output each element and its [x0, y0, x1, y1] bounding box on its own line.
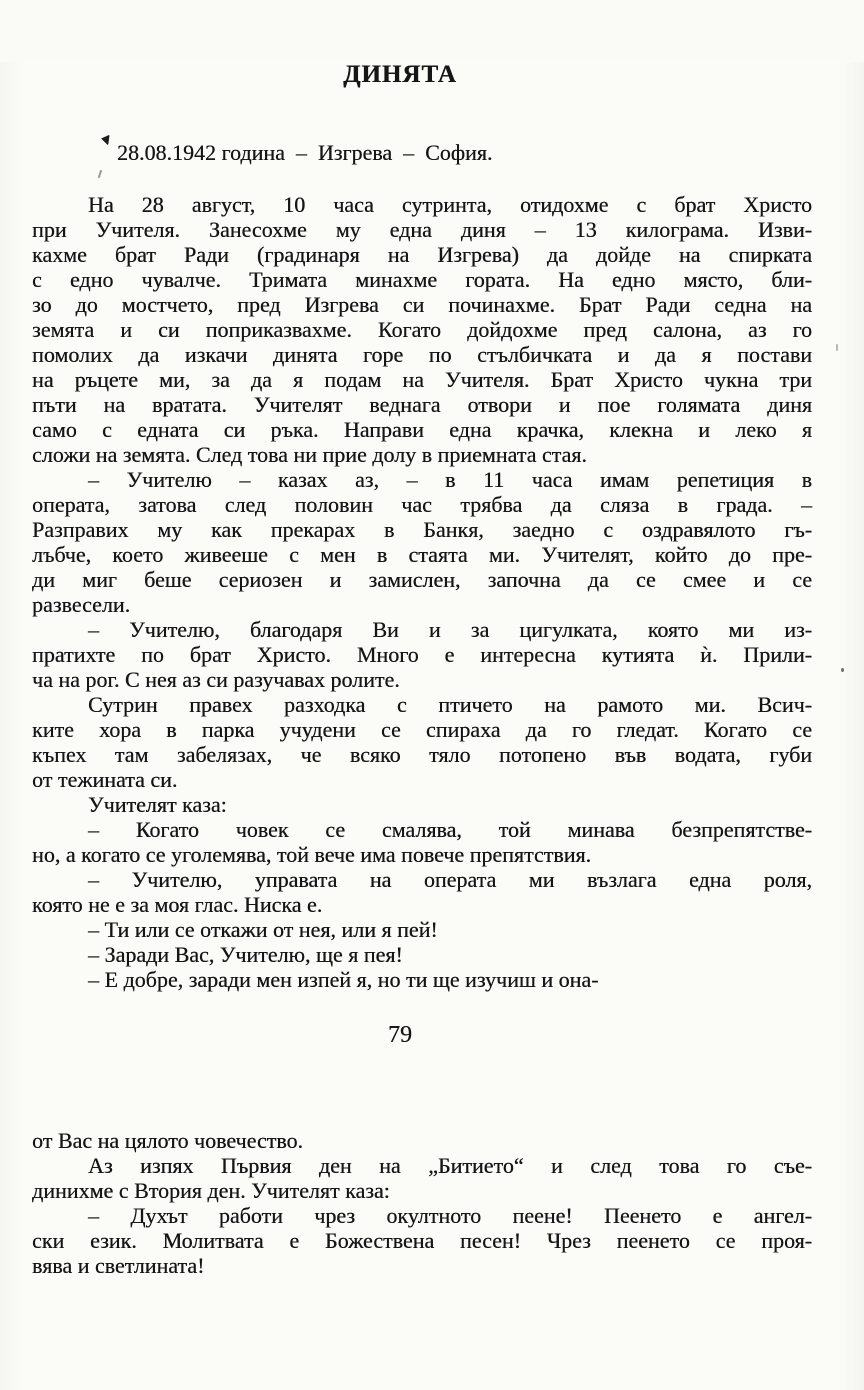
text-line: Аз изпях Първия ден на „Битието“ и след това го съе-	[88, 1153, 812, 1178]
text-line: къпех там забелязах, че всяко тяло потопено във водата, губи	[32, 742, 812, 767]
scanned-book-page	[0, 62, 864, 1390]
text-line: – Учителю, управата на операта ми възлага една роля,	[88, 867, 812, 892]
paragraph-refuse-or-sing	[32, 917, 812, 942]
page2-body	[0, 1128, 864, 1278]
paragraph-for-you	[32, 942, 812, 967]
text-line: но, а когато се уголемява, той вече има повече препятствия.	[32, 842, 592, 867]
text-line: – Заради Вас, Учителю, ще я пея!	[88, 942, 403, 967]
paragraph-violin	[32, 617, 812, 692]
page-number: 79	[388, 1022, 412, 1048]
text-line: сложи на земята. След това ни прие долу в приемната стая.	[32, 442, 587, 467]
text-line: лъбче, което живееше с мен в стаята ми. Учителят, който до пре-	[32, 542, 812, 567]
dateline: 28.08.1942 година – Изгрева – София.	[117, 140, 493, 165]
paragraph-teacher-said	[32, 792, 812, 817]
text-line: при Учителя. Занесохме му една диня – 13 килограма. Изви-	[32, 217, 812, 242]
text-line: – Учителю, благодаря Ви и за цигулката, която ми из-	[88, 617, 812, 642]
page1-body	[0, 192, 864, 992]
text-line: Сутрин правех разходка с птичето на рамото ми. Всич-	[88, 692, 812, 717]
text-line: динихме с Втория ден. Учителят каза:	[32, 1178, 390, 1203]
paragraph-rehearsal	[32, 467, 812, 617]
text-line: На 28 август, 10 часа сутринта, отидохме с брат Христо	[88, 192, 812, 217]
paragraph-arrival	[32, 192, 812, 467]
text-line: помолих да изкачи динята горе по стълбичката и да я постави	[32, 342, 812, 367]
paragraph-bird-walk	[32, 692, 812, 792]
text-line: пъти на вратата. Учителят веднага отвори и пое голямата диня	[32, 392, 812, 417]
text-line: на ръцете ми, за да я подам на Учителя. Брат Христо чукна три	[32, 367, 812, 392]
paragraph-genesis-song	[32, 1153, 812, 1203]
paragraph-opera-role	[32, 867, 812, 917]
text-line: земята и си поприказвахме. Когато дойдохме пред салона, аз го	[32, 317, 812, 342]
text-line: само с едната си ръка. Направи една крачка, клекна и леко я	[32, 417, 812, 442]
text-line: която не е за моя глас. Ниска е.	[32, 892, 323, 917]
text-line: развесели.	[32, 592, 131, 617]
scan-artifact-streak	[836, 344, 838, 351]
text-line: – Духът работи чрез окултното пеене! Пеенето е ангел-	[88, 1203, 812, 1228]
text-line: вява и светлината!	[32, 1253, 205, 1278]
paragraph-continuation	[32, 1128, 812, 1153]
text-line: Учителят каза:	[88, 792, 227, 817]
paragraph-shrinking	[32, 817, 812, 867]
text-line: – Учителю – казах аз, – в 11 часа имам репетиция в	[88, 467, 812, 492]
text-line: кахме брат Ради (градинаря на Изгрева) да дойде на спирката	[32, 242, 812, 267]
text-line: пратихте по брат Христо. Много е интересна кутията ѝ. Прили-	[32, 642, 812, 667]
text-line: ките хора в парка учудени се спираха да го гледат. Когато се	[32, 717, 812, 742]
page-title: ДИНЯТА	[343, 61, 457, 88]
ink-speck-icon	[100, 133, 109, 145]
text-line: – Когато човек се смалява, той минава безпрепятстве-	[88, 817, 812, 842]
text-line: – Ти или се откажи от нея, или я пей!	[88, 917, 438, 942]
ink-hairline-icon	[98, 170, 102, 178]
text-line: от тежината си.	[32, 767, 178, 792]
text-line: ча на рог. С нея аз си разучавах ролите.	[32, 667, 400, 692]
scan-artifact-dot	[841, 668, 844, 672]
paragraph-occult-singing	[32, 1203, 812, 1278]
text-line: Разправих му как прекарах в Банкя, заедно с оздравялото гъ-	[32, 517, 812, 542]
text-line: с едно чувалче. Тримата минахме гората. На едно място, бли-	[32, 267, 812, 292]
text-line: – Е добре, заради мен изпей я, но ти ще изучиш и она-	[88, 967, 599, 992]
text-line: ски език. Молитвата е Божествена песен! Чрез пеенето се проя-	[32, 1228, 812, 1253]
text-line: зо до мостчето, пред Изгрева си починахме. Брат Ради седна на	[32, 292, 812, 317]
text-line: операта, затова след половин час трябва да сляза в града. –	[32, 492, 812, 517]
text-line: от Вас на цялото човечество.	[32, 1128, 304, 1153]
text-line: ди миг беше сериозен и замислен, започна да се смее и се	[32, 567, 812, 592]
paragraph-sing-for-me	[32, 967, 812, 992]
